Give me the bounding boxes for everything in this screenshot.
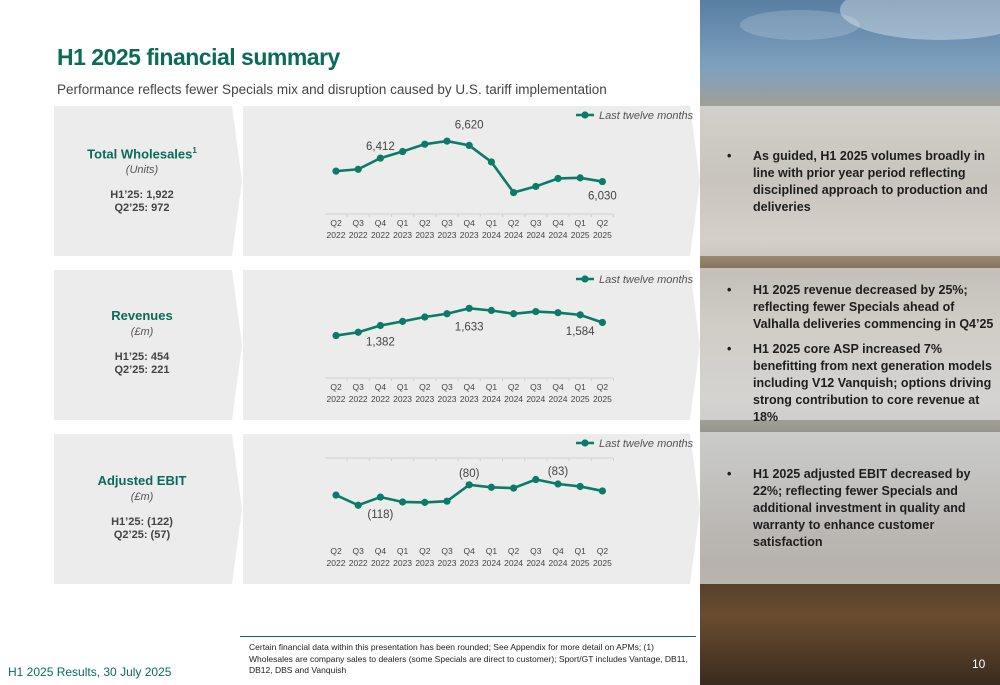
- revenues-q2-stat: Q2’25: 221: [114, 364, 170, 376]
- data-label: 6,620: [454, 119, 484, 132]
- page-subtitle: Performance reflects fewer Specials mix and disruption caused by U.S. tariff implementation: [57, 82, 607, 97]
- x-tick-year: 2022: [370, 394, 390, 404]
- bullet-point: [727, 148, 997, 216]
- wholesales-label: [52, 146, 232, 214]
- data-label: 1,633: [454, 321, 484, 334]
- x-tick-label: [438, 546, 457, 568]
- x-tick-quarter: Q4: [552, 546, 564, 556]
- legend-label: Last twelve months: [599, 110, 694, 122]
- footnote-divider: [240, 636, 696, 637]
- x-tick-year: 2024: [481, 394, 501, 404]
- data-point: [443, 138, 450, 145]
- legend-marker: [581, 111, 588, 118]
- x-tick-label: [571, 546, 590, 568]
- x-tick-year: 2022: [326, 394, 346, 404]
- x-tick-label: [571, 218, 590, 240]
- ebit-name: Adjusted EBIT: [97, 473, 187, 488]
- x-tick-label: [460, 382, 479, 404]
- data-point: [466, 142, 473, 149]
- x-tick-label: [549, 382, 568, 404]
- page-number: 10: [972, 657, 986, 671]
- x-tick-year: 2024: [548, 394, 568, 404]
- x-tick-quarter: Q4: [552, 218, 564, 228]
- x-tick-quarter: Q3: [352, 546, 364, 556]
- data-point: [355, 329, 362, 336]
- data-point: [399, 148, 406, 155]
- x-tick-label: [549, 546, 568, 568]
- x-tick-year: 2024: [504, 394, 524, 404]
- bullet-icon: •: [727, 283, 732, 297]
- x-tick-year: 2022: [370, 230, 390, 240]
- x-tick-quarter: Q2: [419, 546, 431, 556]
- data-point: [443, 498, 450, 505]
- wholesales-chart: [243, 106, 694, 256]
- x-tick-quarter: Q1: [574, 546, 586, 556]
- x-tick-label: [460, 218, 479, 240]
- x-tick-label: [504, 218, 523, 240]
- x-tick-label: [371, 546, 390, 568]
- x-tick-year: 2023: [393, 558, 413, 568]
- legend-label: Last twelve months: [599, 274, 694, 286]
- x-tick-year: 2022: [370, 558, 390, 568]
- x-tick-year: 2024: [504, 230, 524, 240]
- legend-marker: [581, 275, 588, 282]
- footer-date: H1 2025 Results, 30 July 2025: [8, 665, 172, 679]
- bullet-text: H1 2025 adjusted EBIT decreased by 22%; reflecting fewer Specials and additional investment in quality and warranty to enhance customer satisfaction: [753, 467, 971, 549]
- data-label: 1,382: [366, 336, 395, 349]
- x-tick-quarter: Q4: [374, 382, 387, 392]
- data-point: [599, 319, 606, 326]
- x-tick-quarter: Q2: [330, 382, 342, 392]
- x-tick-quarter: Q1: [485, 382, 498, 392]
- revenues-name: Revenues: [111, 308, 173, 323]
- data-point: [510, 310, 517, 317]
- data-point: [510, 189, 517, 196]
- data-point: [466, 305, 473, 312]
- data-point: [577, 483, 584, 490]
- data-point: [377, 322, 384, 329]
- data-label: (80): [458, 467, 480, 480]
- data-point: [355, 166, 362, 173]
- x-tick-quarter: Q1: [396, 382, 409, 392]
- x-tick-year: 2022: [326, 230, 346, 240]
- x-tick-quarter: Q2: [330, 218, 342, 228]
- x-tick-quarter: Q1: [574, 382, 586, 392]
- bullet-icon: •: [727, 342, 732, 356]
- data-label: (83): [547, 466, 569, 479]
- x-tick-year: 2025: [570, 558, 590, 568]
- wholesales-unit: (Units): [125, 164, 159, 177]
- wholesales-h1-stat: H1’25: 1,922: [110, 189, 174, 202]
- data-point: [532, 308, 539, 315]
- x-tick-label: [482, 382, 501, 404]
- revenues-commentary: [727, 282, 997, 434]
- x-tick-year: 2024: [526, 230, 546, 240]
- page-title: H1 2025 financial summary: [57, 44, 340, 70]
- data-point: [466, 481, 473, 488]
- data-point: [377, 493, 384, 500]
- data-label: (118): [367, 509, 394, 522]
- x-tick-quarter: Q2: [507, 382, 520, 392]
- x-tick-label: [504, 546, 523, 568]
- x-tick-year: 2024: [504, 558, 524, 568]
- bullet-icon: •: [727, 149, 732, 163]
- revenues-label: [52, 308, 232, 376]
- data-point: [488, 484, 495, 491]
- x-tick-label: [349, 218, 368, 240]
- data-point: [532, 476, 539, 483]
- data-point: [421, 313, 428, 320]
- x-tick-label: [438, 382, 457, 404]
- x-tick-quarter: Q2: [419, 382, 431, 392]
- x-tick-label: [327, 546, 346, 568]
- x-tick-quarter: Q3: [441, 382, 453, 392]
- x-tick-quarter: Q1: [574, 218, 586, 228]
- data-point: [554, 175, 561, 182]
- x-tick-label: [460, 546, 479, 568]
- data-point: [355, 502, 362, 509]
- data-point: [332, 168, 339, 175]
- x-tick-quarter: Q2: [507, 218, 520, 228]
- data-point: [577, 174, 584, 181]
- x-tick-quarter: Q3: [530, 382, 542, 392]
- revenues-unit: (£m): [130, 326, 154, 338]
- x-tick-label: [526, 218, 545, 240]
- data-point: [399, 318, 406, 325]
- x-tick-year: 2023: [459, 230, 479, 240]
- revenues-chart: [243, 270, 694, 420]
- x-tick-year: 2024: [526, 558, 546, 568]
- bullet-text: As guided, H1 2025 volumes broadly in line with prior year period reflecting disciplined approach to production and deliveries: [753, 149, 988, 214]
- x-tick-label: [415, 382, 434, 404]
- x-tick-label: [327, 218, 346, 240]
- data-point: [332, 491, 339, 498]
- x-tick-quarter: Q2: [596, 382, 609, 392]
- x-tick-year: 2025: [570, 230, 590, 240]
- x-tick-year: 2022: [348, 394, 368, 404]
- x-tick-label: [393, 218, 412, 240]
- x-tick-quarter: Q3: [441, 546, 453, 556]
- x-tick-label: [504, 382, 523, 404]
- x-tick-year: 2024: [526, 394, 546, 404]
- ebit-q2-stat: Q2’25: (57): [113, 529, 171, 541]
- x-tick-quarter: Q2: [596, 546, 609, 556]
- bullet-point: [727, 282, 997, 333]
- x-tick-year: 2024: [481, 558, 501, 568]
- bullet-icon: •: [727, 467, 732, 481]
- ebit-unit: (£m): [130, 491, 154, 503]
- x-tick-year: 2025: [592, 230, 612, 240]
- ebit-h1-stat: H1’25: (122): [111, 516, 173, 528]
- data-point: [443, 310, 450, 317]
- x-tick-year: 2024: [548, 558, 568, 568]
- x-tick-label: [371, 218, 390, 240]
- x-tick-year: 2022: [348, 230, 368, 240]
- bullet-text: H1 2025 revenue decreased by 25%; reflecting fewer Specials ahead of Valhalla deliveries commencing in Q4’25: [753, 283, 994, 331]
- data-point: [577, 311, 584, 318]
- data-point: [332, 332, 339, 339]
- x-tick-year: 2025: [592, 558, 612, 568]
- x-tick-label: [526, 546, 545, 568]
- x-tick-quarter: Q3: [441, 218, 453, 228]
- x-tick-year: 2023: [437, 394, 457, 404]
- x-tick-quarter: Q2: [330, 546, 342, 556]
- x-tick-year: 2023: [437, 230, 457, 240]
- x-tick-quarter: Q4: [374, 218, 387, 228]
- x-tick-quarter: Q1: [396, 546, 409, 556]
- data-point: [421, 141, 428, 148]
- x-tick-label: [371, 382, 390, 404]
- x-tick-year: 2023: [415, 558, 435, 568]
- x-tick-year: 2022: [326, 558, 346, 568]
- x-tick-label: [482, 218, 501, 240]
- x-tick-label: [393, 546, 412, 568]
- x-tick-year: 2023: [393, 394, 413, 404]
- data-point: [488, 158, 495, 165]
- x-tick-quarter: Q1: [396, 218, 409, 228]
- x-tick-label: [571, 382, 590, 404]
- wholesales-q2-stat: Q2’25: 972: [114, 202, 170, 215]
- x-tick-label: [393, 382, 412, 404]
- x-tick-year: 2023: [393, 230, 413, 240]
- x-tick-quarter: Q4: [463, 382, 475, 392]
- data-point: [399, 498, 406, 505]
- data-point: [510, 485, 517, 492]
- data-point: [554, 309, 561, 316]
- x-tick-year: 2023: [437, 558, 457, 568]
- bullet-point: [727, 466, 997, 551]
- x-tick-label: [526, 382, 545, 404]
- data-point: [488, 307, 495, 314]
- x-tick-year: 2024: [548, 230, 568, 240]
- x-tick-quarter: Q4: [463, 546, 475, 556]
- legend-marker: [581, 439, 588, 446]
- x-tick-label: [415, 218, 434, 240]
- data-point: [532, 183, 539, 190]
- x-tick-year: 2025: [570, 394, 590, 404]
- x-tick-quarter: Q4: [374, 546, 387, 556]
- x-tick-quarter: Q1: [485, 218, 498, 228]
- x-tick-quarter: Q2: [596, 218, 609, 228]
- x-tick-label: [482, 546, 501, 568]
- data-point: [599, 178, 606, 185]
- data-label: 6,030: [588, 190, 617, 203]
- ebit-commentary: [727, 466, 997, 559]
- data-point: [377, 155, 384, 162]
- ebit-chart: [243, 434, 694, 584]
- wholesales-name: Total Wholesales: [87, 146, 193, 162]
- x-tick-label: [593, 218, 612, 240]
- wholesales-footnote-ref: 1: [192, 146, 197, 155]
- x-tick-year: 2023: [415, 230, 435, 240]
- wholesales-commentary: [727, 148, 997, 224]
- x-tick-quarter: Q2: [419, 218, 431, 228]
- x-tick-quarter: Q2: [507, 546, 520, 556]
- x-tick-quarter: Q4: [463, 218, 475, 228]
- x-tick-year: 2024: [481, 230, 501, 240]
- data-label: 6,412: [366, 141, 395, 154]
- x-tick-label: [438, 218, 457, 240]
- x-tick-year: 2025: [592, 394, 612, 404]
- x-tick-label: [549, 218, 568, 240]
- x-tick-quarter: Q1: [485, 546, 498, 556]
- x-tick-quarter: Q3: [352, 382, 364, 392]
- x-tick-label: [415, 546, 434, 568]
- x-tick-quarter: Q3: [352, 218, 364, 228]
- legend-label: Last twelve months: [599, 438, 694, 450]
- bullet-text: H1 2025 core ASP increased 7% benefitting from next generation models including V12 Vanquish; options driving strong contribution to core revenue at 18%: [753, 342, 992, 424]
- x-tick-label: [349, 382, 368, 404]
- x-tick-year: 2023: [415, 394, 435, 404]
- x-tick-year: 2022: [348, 558, 368, 568]
- bullet-point: [727, 341, 997, 426]
- x-tick-label: [593, 546, 612, 568]
- data-point: [554, 480, 561, 487]
- x-tick-year: 2023: [459, 558, 479, 568]
- revenues-h1-stat: H1’25: 454: [114, 351, 170, 363]
- x-tick-label: [327, 382, 346, 404]
- x-tick-label: [349, 546, 368, 568]
- data-point: [599, 487, 606, 494]
- x-tick-quarter: Q3: [530, 546, 542, 556]
- data-point: [421, 499, 428, 506]
- x-tick-label: [593, 382, 612, 404]
- ebit-label: [52, 473, 232, 541]
- x-tick-quarter: Q3: [530, 218, 542, 228]
- footnote: Certain financial data within this presentation has been rounded; See Appendix for more detail on APMs; (1) Wholesales are company sales to dealers (some Specials are direct to customer); Sport/GT includes Vantage, DB11, DB12, DBS and Vanquish: [249, 642, 688, 675]
- x-tick-year: 2023: [459, 394, 479, 404]
- x-tick-quarter: Q4: [552, 382, 564, 392]
- data-label: 1,584: [565, 325, 595, 338]
